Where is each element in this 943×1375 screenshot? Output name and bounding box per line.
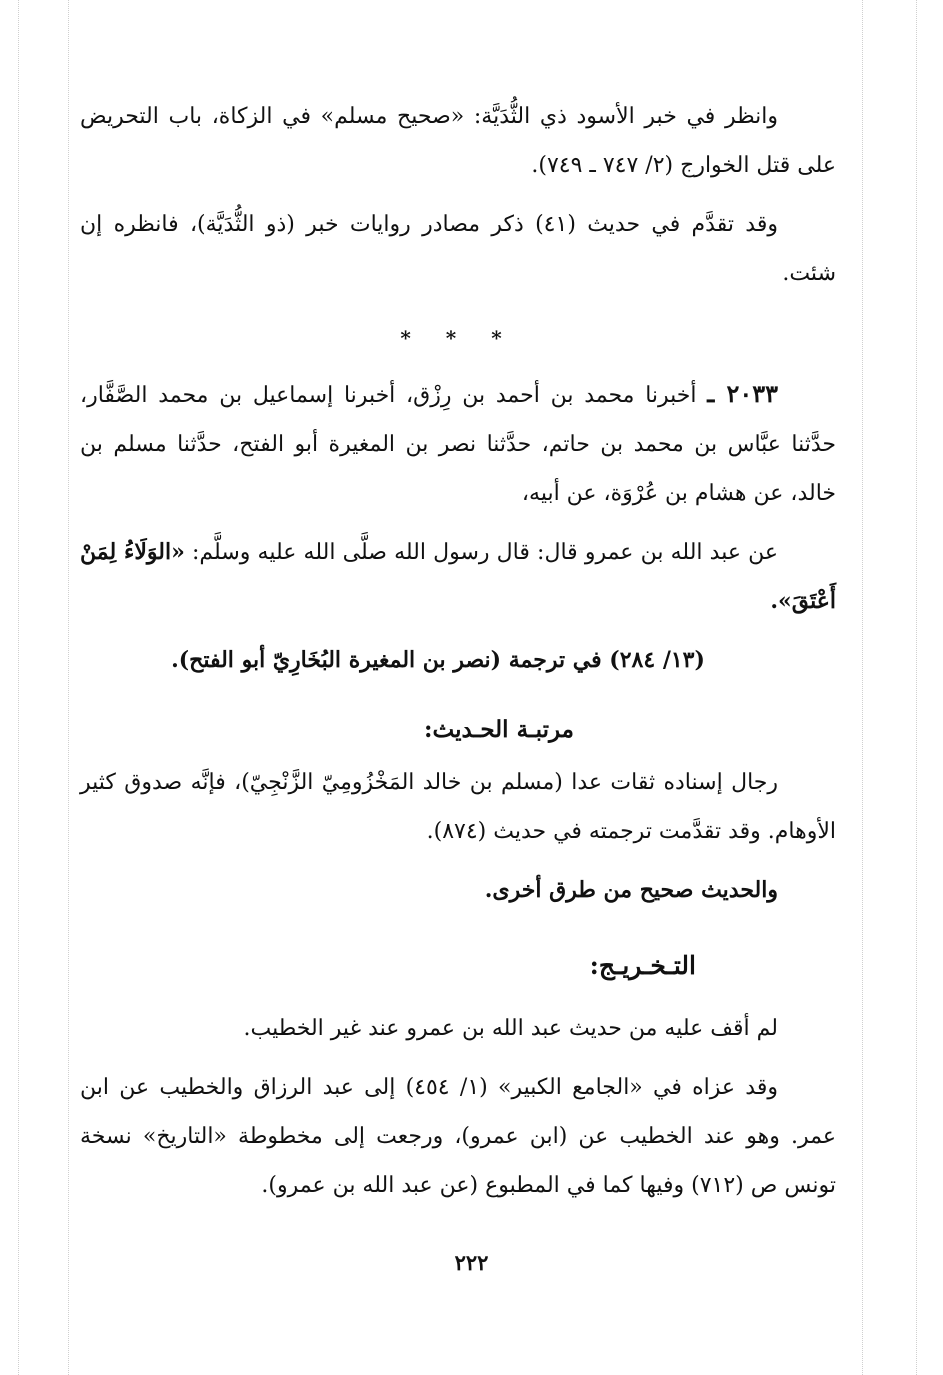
- paragraph-previous-hadith-reference: وقد تقدَّم في حديث (٤١) ذكر مصادر روايات خبر (ذو الثُّدَيَّة)، فانظره إن شئت.: [80, 212, 836, 286]
- takhrij-paragraph-2: وقد عزاه في «الجامع الكبير» (١/ ٤٥٤) إلى عبد الرزاق والخطيب عن ابن عمر. وهو عند الخطيب عن (ابن عمرو)، ورجعت إلى مخطوطة «التاريخ» نسخة تونس ص (٧١٢) وفيها كما في المطبوع (عن عبد الله بن عمرو).: [80, 1075, 837, 1198]
- hadith-matn-intro: عن عبد الله بن عمرو قال: قال رسول الله صلَّى الله عليه وسلَّم:: [192, 540, 779, 565]
- hadith-isnad-paragraph: [80, 369, 836, 518]
- heading-hadith-rank: مرتبـة الحـديث:: [424, 716, 574, 743]
- page-number: ٢٢٢: [454, 1250, 489, 1275]
- paragraph-aswad-reference: وانظر في خبر الأسود ذي الثُّدَيَّة: «صحيح مسلم» في الزكاة، باب التحريض على قتل الخوارج (٢/ ٧٤٧ ـ ٧٤٩).: [80, 104, 836, 178]
- hadith-isnad: أخبرنا محمد بن أحمد بن رِزْق، أخبرنا إسماعيل بن محمد الصَّفَّار، حدَّثنا عبَّاس بن محمد بن حاتم، حدَّثنا نصر بن المغيرة أبو الفتح، حدَّثنا مسلم بن خالد، عن هشام بن عُرْوَة، عن أبيه،: [80, 383, 836, 506]
- hadith-matn-text: «الوَلَاءُ لِمَنْ أَعْتَقَ».: [80, 539, 836, 614]
- rank-verdict: والحديث صحيح من طرق أخرى.: [484, 877, 778, 903]
- hadith-matn-paragraph: [80, 528, 836, 626]
- takhrij-paragraph-1: لم أقف عليه من حديث عبد الله بن عمرو عند غير الخطيب.: [243, 1016, 778, 1041]
- page-body: [80, 92, 836, 1220]
- rank-text: رجال إسناده ثقات عدا (مسلم بن خالد المَخْزُومِيّ الزَّنْجِيّ)، فإنَّه صدوق كثير الأوهام. وقد تقدَّمت ترجمته في حديث (٨٧٤).: [80, 770, 836, 844]
- hadith-number: ٢٠٣٣ ـ: [707, 379, 779, 408]
- hadith-source-reference: (١٣/ ٢٨٤) في ترجمة (نصر بن المغيرة البُخَارِيّ أبو الفتح).: [171, 647, 705, 673]
- heading-takhrij: التـخـريـج:: [589, 951, 696, 980]
- section-separator: * * *: [400, 326, 516, 350]
